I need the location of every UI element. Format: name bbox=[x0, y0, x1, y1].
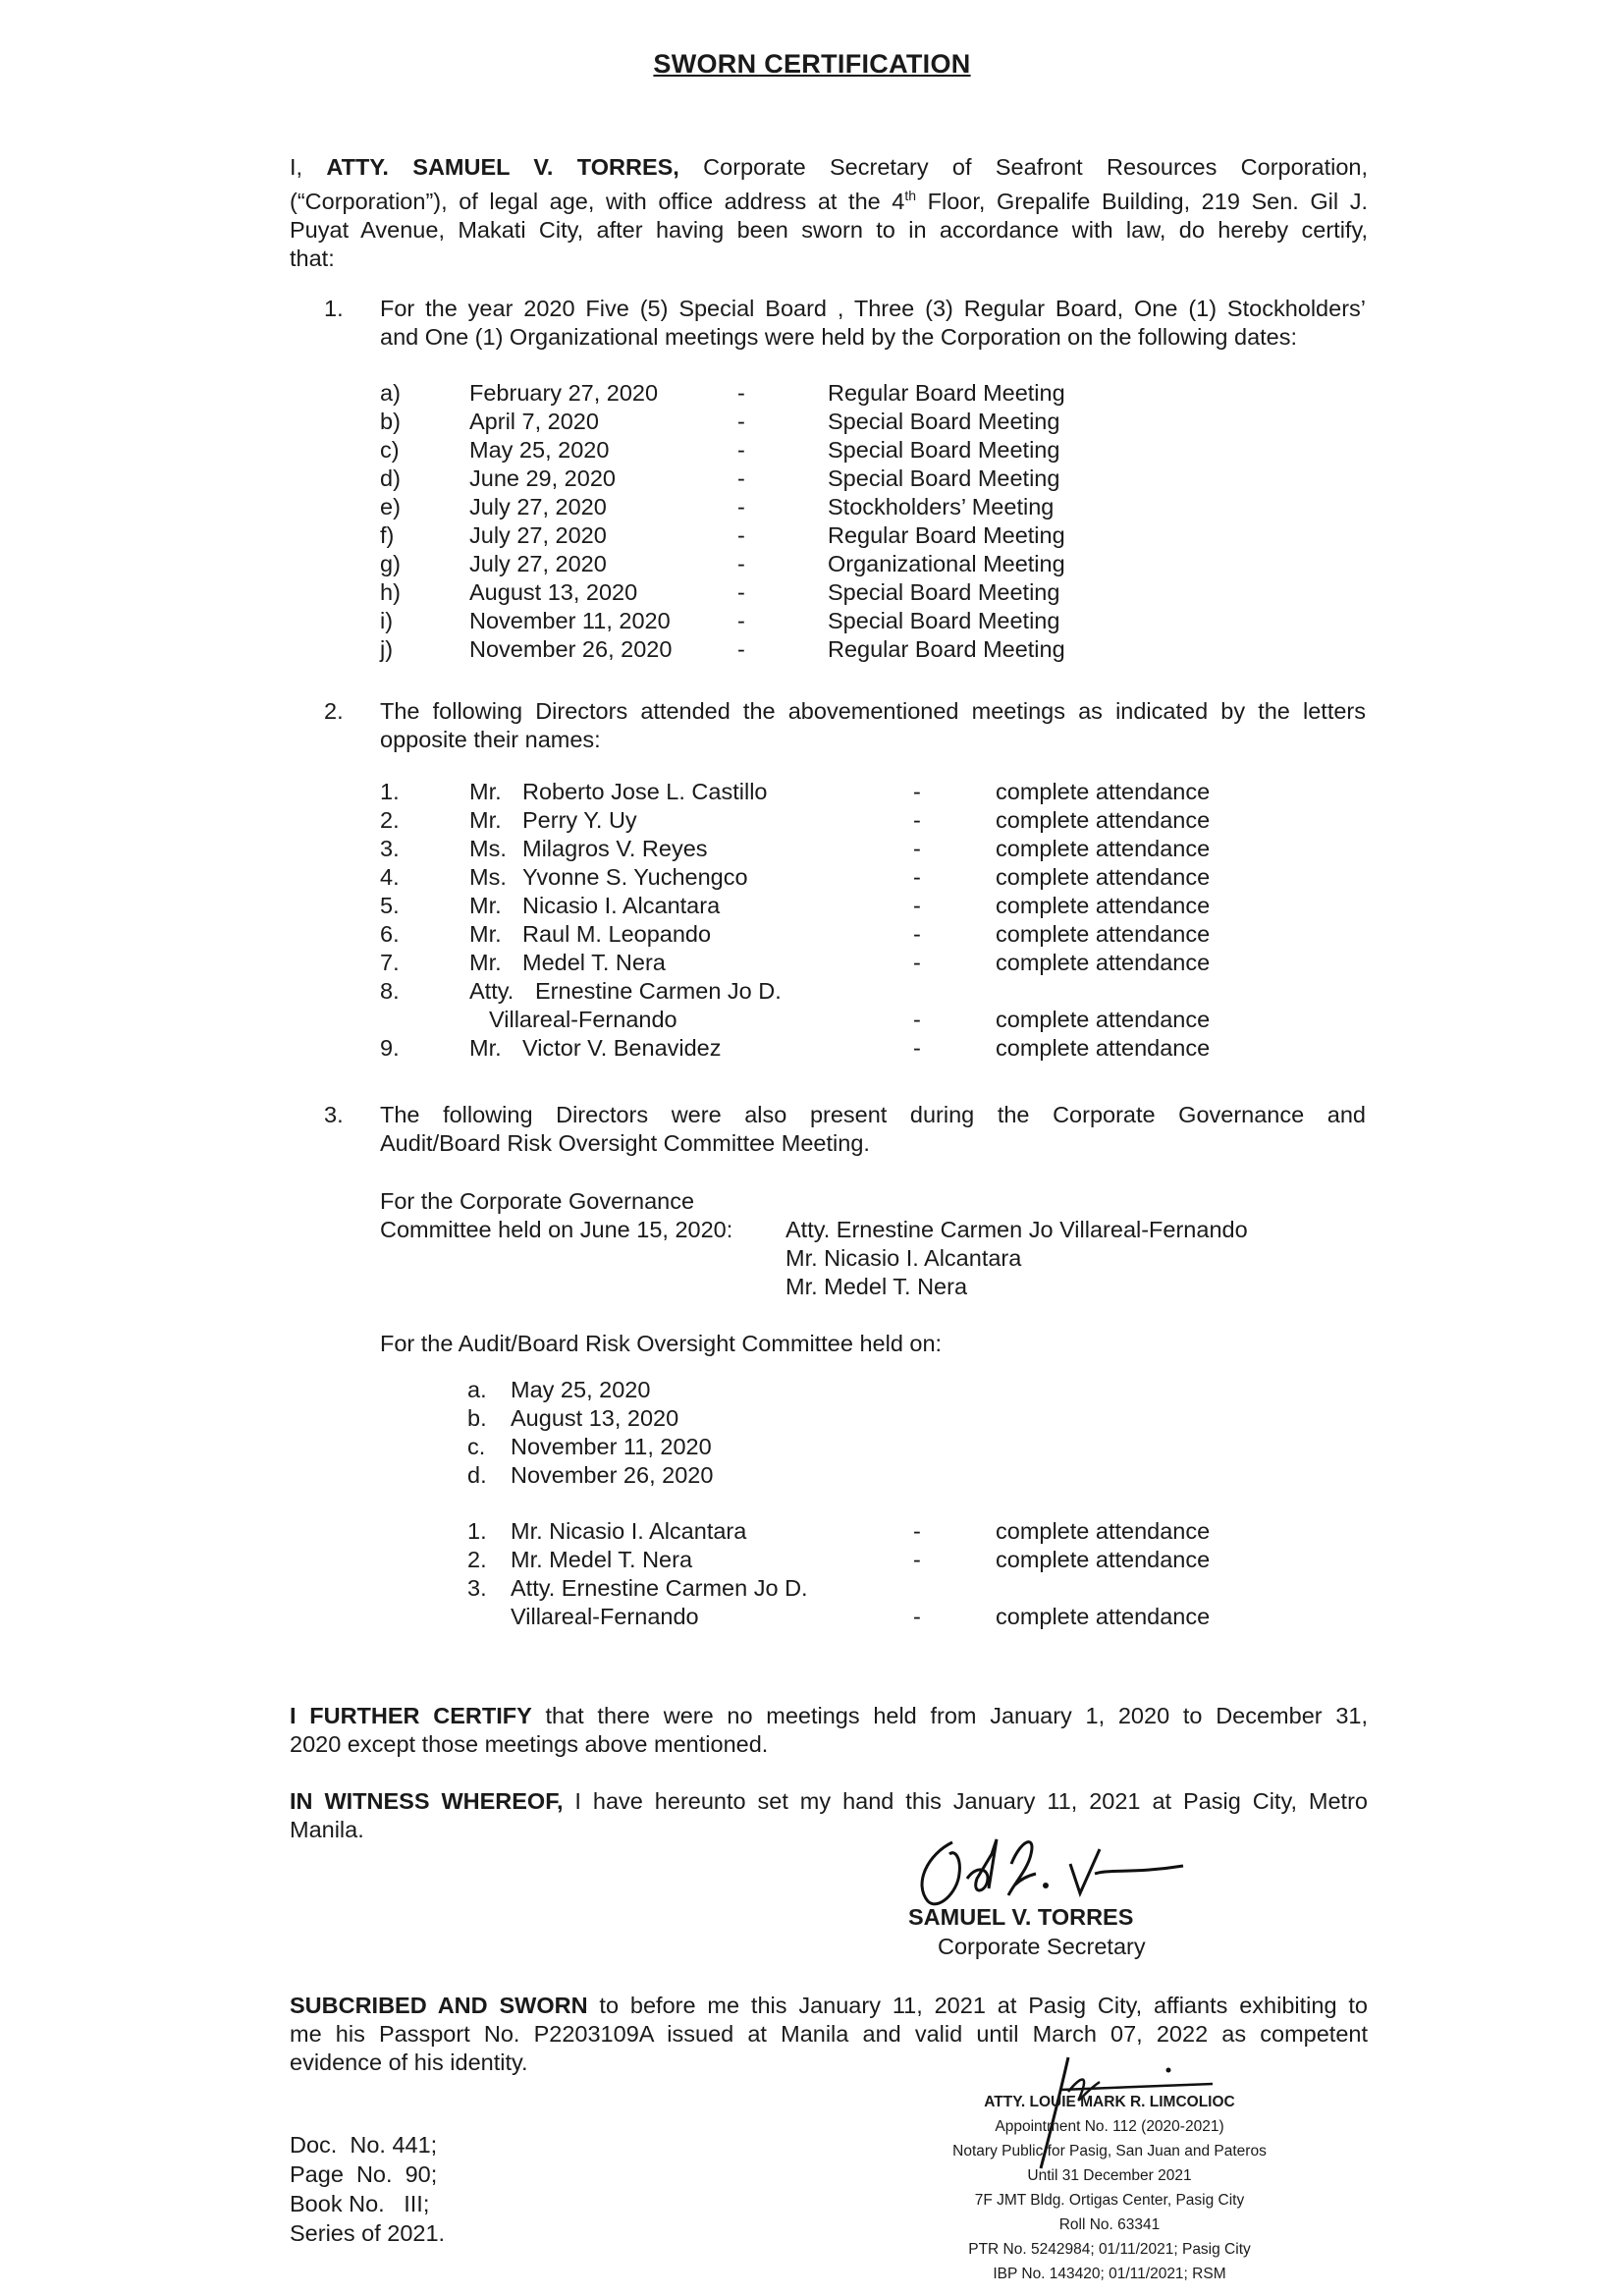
meeting-type: Regular Board Meeting bbox=[828, 380, 1065, 406]
meeting-letter: f) bbox=[380, 522, 395, 548]
meeting-letter: b) bbox=[380, 409, 401, 434]
director-dash: - bbox=[913, 893, 921, 918]
director-name: Yvonne S. Yuchengco bbox=[522, 864, 748, 890]
director-name-cont: Villareal-Fernando bbox=[489, 1007, 677, 1032]
meeting-dash: - bbox=[737, 551, 745, 576]
director-attendance: complete attendance bbox=[996, 1035, 1211, 1061]
meeting-date: April 7, 2020 bbox=[469, 409, 599, 434]
meeting-letter: d) bbox=[380, 465, 401, 491]
item-1-number: 1. bbox=[324, 296, 344, 321]
director-number: 1. bbox=[380, 779, 400, 804]
director-dash: - bbox=[913, 1035, 921, 1061]
director-dash: - bbox=[913, 950, 921, 975]
meeting-type: Special Board Meeting bbox=[828, 437, 1060, 463]
meeting-dash: - bbox=[737, 608, 745, 633]
cg-member-2: Mr. Nicasio I. Alcantara bbox=[785, 1245, 1022, 1271]
item-3-number: 3. bbox=[324, 1102, 344, 1127]
meeting-letter: h) bbox=[380, 579, 401, 605]
meeting-letter: j) bbox=[380, 636, 394, 662]
meeting-letter: e) bbox=[380, 494, 401, 519]
meeting-letter: g) bbox=[380, 551, 401, 576]
notary-name: ATTY. LOUIE MARK R. LIMCOLIOC bbox=[984, 2094, 1235, 2110]
audit-member-attendance: complete attendance bbox=[996, 1518, 1211, 1544]
director-number: 2. bbox=[380, 807, 400, 833]
audit-member-attendance: complete attendance bbox=[996, 1547, 1211, 1572]
signatory-name: SAMUEL V. TORRES bbox=[908, 1904, 1134, 1930]
meeting-type: Special Board Meeting bbox=[828, 409, 1060, 434]
director-attendance: complete attendance bbox=[996, 950, 1211, 975]
doc-info-line: Page No. 90; bbox=[290, 2161, 438, 2187]
meeting-type: Stockholders’ Meeting bbox=[828, 494, 1055, 519]
director-dash: - bbox=[913, 779, 921, 804]
director-name: Ernestine Carmen Jo D. bbox=[535, 978, 782, 1004]
meeting-letter: c) bbox=[380, 437, 400, 463]
audit-date-letter: d. bbox=[467, 1462, 487, 1488]
director-title: Mr. bbox=[469, 1035, 502, 1061]
director-title: Mr. bbox=[469, 893, 502, 918]
doc-info-line: Book No. III; bbox=[290, 2191, 430, 2216]
director-attendance: complete attendance bbox=[996, 807, 1211, 833]
meeting-letter: i) bbox=[380, 608, 394, 633]
director-name: Victor V. Benavidez bbox=[522, 1035, 722, 1061]
audit-member-number: 3. bbox=[467, 1575, 487, 1601]
item-2-text bbox=[380, 697, 1366, 754]
item-2-line-2: opposite their names: bbox=[380, 727, 601, 752]
director-dash: - bbox=[913, 1007, 921, 1032]
audit-member-name: Atty. Ernestine Carmen Jo D. bbox=[511, 1575, 808, 1601]
cg-member-1: Atty. Ernestine Carmen Jo Villareal-Fernando bbox=[785, 1217, 1248, 1242]
item-2-number: 2. bbox=[324, 698, 344, 724]
director-name: Medel T. Nera bbox=[522, 950, 666, 975]
signature-scribble bbox=[898, 1825, 1203, 1913]
director-number: 8. bbox=[380, 978, 400, 1004]
meeting-type: Regular Board Meeting bbox=[828, 522, 1065, 548]
meeting-dash: - bbox=[737, 437, 745, 463]
meeting-date: June 29, 2020 bbox=[469, 465, 616, 491]
witness-line-1 bbox=[290, 1787, 1368, 1816]
audit-date-letter: b. bbox=[467, 1405, 487, 1431]
director-name: Milagros V. Reyes bbox=[522, 836, 708, 861]
director-name: Raul M. Leopando bbox=[522, 921, 712, 947]
item-3-text bbox=[380, 1101, 1366, 1158]
director-title: Atty. bbox=[469, 978, 514, 1004]
director-title: Mr. bbox=[469, 779, 502, 804]
further-certify-paragraph bbox=[290, 1702, 1368, 1759]
further-line-1 bbox=[290, 1702, 1368, 1730]
director-title: Mr. bbox=[469, 921, 502, 947]
director-number: 5. bbox=[380, 893, 400, 918]
notary-detail: Until 31 December 2021 bbox=[1027, 2167, 1192, 2184]
director-attendance: complete attendance bbox=[996, 893, 1211, 918]
further-line-2: 2020 except those meetings above mentioned. bbox=[290, 1731, 769, 1757]
audit-date-letter: a. bbox=[467, 1377, 487, 1402]
notary-detail: IBP No. 143420; 01/11/2021; RSM bbox=[993, 2266, 1226, 2282]
cg-label-2: Committee held on June 15, 2020: bbox=[380, 1217, 733, 1242]
audit-member-name: Mr. Nicasio I. Alcantara bbox=[511, 1518, 747, 1544]
meeting-type: Organizational Meeting bbox=[828, 551, 1065, 576]
meeting-date: July 27, 2020 bbox=[469, 494, 607, 519]
meeting-dash: - bbox=[737, 409, 745, 434]
subscribed-line-1 bbox=[290, 1992, 1368, 2020]
intro-line-4: that: bbox=[290, 245, 335, 271]
director-dash: - bbox=[913, 864, 921, 890]
meeting-type: Special Board Meeting bbox=[828, 465, 1060, 491]
meeting-letter: a) bbox=[380, 380, 401, 406]
item-3-line-2: Audit/Board Risk Oversight Committee Meeting. bbox=[380, 1130, 870, 1156]
audit-member-dash: - bbox=[913, 1604, 921, 1629]
item-2-line-1: The following Directors attended the abovementioned meetings as indicated by the letters bbox=[380, 698, 1366, 724]
director-title: Ms. bbox=[469, 836, 507, 861]
item-3-line-1: The following Directors were also present during the Corporate Governance and bbox=[380, 1102, 1366, 1127]
director-number: 4. bbox=[380, 864, 400, 890]
further-rest: that there were no meetings held from January 1, 2020 to December 31, bbox=[531, 1703, 1368, 1728]
cg-label-1: For the Corporate Governance bbox=[380, 1188, 695, 1214]
intro-line-1: I, ATTY. SAMUEL V. TORRES, Corporate Secretary of Seafront Resources Corporation, bbox=[290, 154, 1368, 180]
meeting-type: Regular Board Meeting bbox=[828, 636, 1065, 662]
notary-detail: 7F JMT Bldg. Ortigas Center, Pasig City bbox=[974, 2192, 1245, 2209]
meeting-date: July 27, 2020 bbox=[469, 522, 607, 548]
meeting-dash: - bbox=[737, 465, 745, 491]
director-number: 7. bbox=[380, 950, 400, 975]
director-attendance: complete attendance bbox=[996, 836, 1211, 861]
subscribed-bold: SUBCRIBED AND SWORN bbox=[290, 1993, 588, 2018]
notary-detail: PTR No. 5242984; 01/11/2021; Pasig City bbox=[968, 2241, 1251, 2258]
meeting-date: February 27, 2020 bbox=[469, 380, 659, 406]
notary-detail: Appointment No. 112 (2020-2021) bbox=[995, 2118, 1224, 2135]
director-attendance: complete attendance bbox=[996, 921, 1211, 947]
audit-date: August 13, 2020 bbox=[511, 1405, 679, 1431]
document-title: SWORN CERTIFICATION bbox=[653, 49, 971, 79]
subscribed-rest: to before me this January 11, 2021 at Pasig City, affiants exhibiting to bbox=[587, 1993, 1368, 2018]
audit-date-letter: c. bbox=[467, 1434, 486, 1459]
meeting-date: July 27, 2020 bbox=[469, 551, 607, 576]
audit-member-number: 1. bbox=[467, 1518, 487, 1544]
director-dash: - bbox=[913, 921, 921, 947]
director-number: 9. bbox=[380, 1035, 400, 1061]
director-dash: - bbox=[913, 807, 921, 833]
intro-line-3: Puyat Avenue, Makati City, after having been sworn to in accordance with law, do hereby certify, bbox=[290, 216, 1368, 243]
director-number: 6. bbox=[380, 921, 400, 947]
director-name: Perry Y. Uy bbox=[522, 807, 637, 833]
doc-info-line: Doc. No. 441; bbox=[290, 2132, 438, 2158]
item-1-line-2: and One (1) Organizational meetings were held by the Corporation on the following dates: bbox=[380, 324, 1298, 350]
doc-info-line: Series of 2021. bbox=[290, 2220, 446, 2246]
item-1-text bbox=[380, 295, 1366, 352]
audit-label: For the Audit/Board Risk Oversight Committee held on: bbox=[380, 1331, 943, 1356]
meeting-type: Special Board Meeting bbox=[828, 608, 1060, 633]
cg-member-3: Mr. Medel T. Nera bbox=[785, 1274, 968, 1299]
director-dash: - bbox=[913, 836, 921, 861]
intro-paragraph bbox=[290, 153, 1368, 273]
director-attendance: complete attendance bbox=[996, 864, 1211, 890]
director-title: Ms. bbox=[469, 864, 507, 890]
subscribed-line-3: evidence of his identity. bbox=[290, 2050, 528, 2075]
subscribed-line-2: me his Passport No. P2203109A issued at Manila and valid until March 07, 2022 as competent bbox=[290, 2021, 1368, 2047]
meeting-date: November 26, 2020 bbox=[469, 636, 673, 662]
witness-paragraph bbox=[290, 1787, 1368, 1844]
audit-member-name-cont: Villareal-Fernando bbox=[511, 1604, 699, 1629]
audit-date: May 25, 2020 bbox=[511, 1377, 651, 1402]
witness-bold: IN WITNESS WHEREOF, bbox=[290, 1788, 564, 1814]
audit-member-dash: - bbox=[913, 1547, 921, 1572]
notary-detail: Notary Public for Pasig, San Juan and Pateros bbox=[952, 2143, 1267, 2159]
director-name: Roberto Jose L. Castillo bbox=[522, 779, 768, 804]
signatory-position: Corporate Secretary bbox=[938, 1934, 1146, 1959]
meeting-dash: - bbox=[737, 522, 745, 548]
audit-member-name: Mr. Medel T. Nera bbox=[511, 1547, 693, 1572]
audit-date: November 11, 2020 bbox=[511, 1434, 712, 1459]
meeting-date: August 13, 2020 bbox=[469, 579, 638, 605]
director-attendance: complete attendance bbox=[996, 1007, 1211, 1032]
director-number: 3. bbox=[380, 836, 400, 861]
audit-member-attendance: complete attendance bbox=[996, 1604, 1211, 1629]
director-attendance: complete attendance bbox=[996, 779, 1211, 804]
witness-rest: I have hereunto set my hand this January 11, 2021 at Pasig City, Metro bbox=[563, 1788, 1368, 1814]
director-name: Nicasio I. Alcantara bbox=[522, 893, 721, 918]
audit-member-number: 2. bbox=[467, 1547, 487, 1572]
meeting-date: November 11, 2020 bbox=[469, 608, 671, 633]
further-bold: I FURTHER CERTIFY bbox=[290, 1703, 532, 1728]
meeting-dash: - bbox=[737, 636, 745, 662]
witness-line-2: Manila. bbox=[290, 1817, 364, 1842]
audit-member-dash: - bbox=[913, 1518, 921, 1544]
meeting-dash: - bbox=[737, 494, 745, 519]
item-1-line-1: For the year 2020 Five (5) Special Board , Three (3) Regular Board, One (1) Stockholders’ bbox=[380, 296, 1366, 321]
notary-detail: Roll No. 63341 bbox=[1058, 2216, 1161, 2233]
meeting-date: May 25, 2020 bbox=[469, 437, 610, 463]
director-title: Mr. bbox=[469, 807, 502, 833]
meeting-dash: - bbox=[737, 380, 745, 406]
intro-line-2: (“Corporation”), of legal age, with office address at the 4th Floor, Grepalife Building, 219 Sen. Gil J. bbox=[290, 188, 1368, 214]
meeting-dash: - bbox=[737, 579, 745, 605]
audit-date: November 26, 2020 bbox=[511, 1462, 714, 1488]
director-title: Mr. bbox=[469, 950, 502, 975]
meeting-type: Special Board Meeting bbox=[828, 579, 1060, 605]
